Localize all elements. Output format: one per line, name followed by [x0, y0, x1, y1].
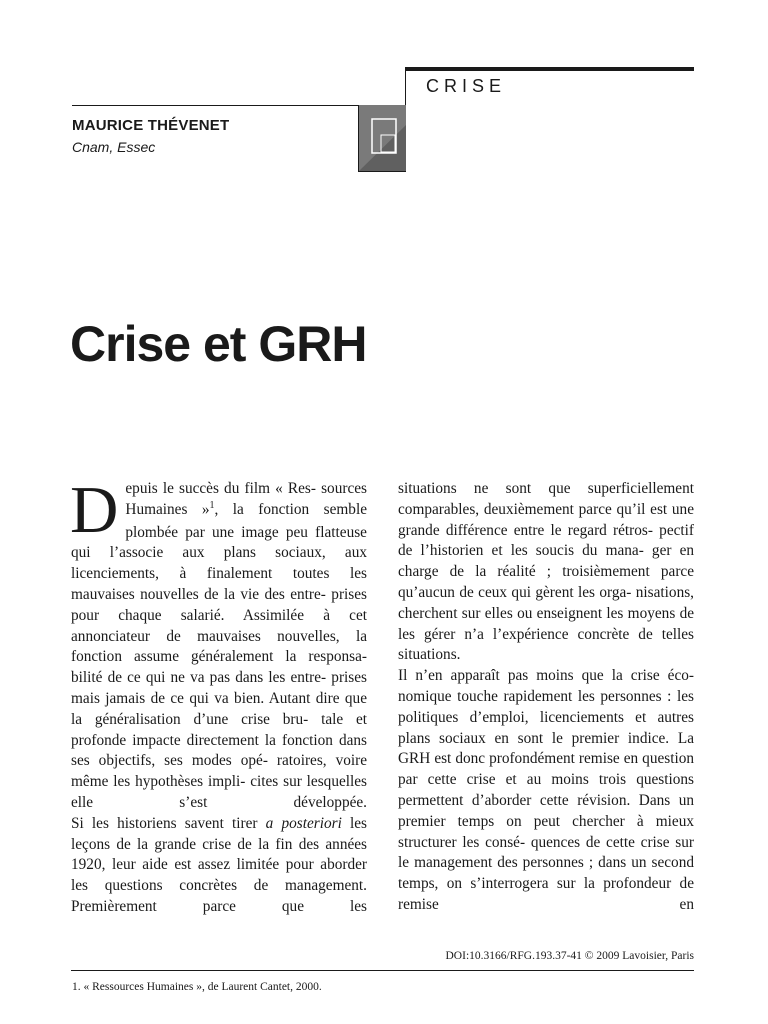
text-line: , la fonction [214, 500, 310, 518]
text-line: comparables, deuxièmement parce qu’il est [398, 500, 668, 518]
paragraph-historians [71, 814, 367, 918]
text-line: quences de cette crise sur le management [398, 833, 694, 872]
text-line: aux licenciements, à finalement toutes les [71, 544, 367, 583]
text-line: Il n’en apparaît pas moins que la crise éco- [398, 667, 694, 685]
square-corner-icon [358, 105, 406, 172]
drop-cap: D [70, 473, 119, 547]
text-line: pour aborder les questions concrètes de [71, 856, 367, 895]
text-line: cites sur lesquelles elle s’est développée. [71, 773, 367, 811]
text-line: situations ne sont que superficiellement [398, 480, 694, 497]
text-line: années 1920, leur aide est assez limitée [71, 835, 367, 874]
text-line: leçons de la grande crise de la fin des [71, 835, 320, 853]
author-affiliation: Cnam, Essec [72, 139, 156, 155]
text-line: prises mais jamais de ce qui va bien. Autant [71, 669, 367, 707]
footnote: 1. « Ressources Humaines », de Laurent Cantet, 2000. [72, 981, 322, 993]
text-line: tale et profonde impacte directement la [71, 710, 368, 749]
footnote-ref[interactable]: 1 [209, 499, 215, 511]
text-line: nomique touche rapidement les personnes : [398, 687, 672, 705]
doi-line: DOI:10.3166/RFG.193.37-41 © 2009 Lavoisier, Paris [445, 950, 694, 962]
paragraph-continuation [398, 479, 694, 666]
text-line: des personnes ; dans un second temps, on [398, 854, 695, 893]
text-line: annonciateur de mauvaises nouvelles, la [71, 627, 367, 645]
text-line: fonction assume généralement la responsa- [71, 648, 367, 666]
text-line: epuis le succès du film « Res- [125, 480, 316, 497]
vertical-rule [405, 67, 406, 105]
text-line: bilité de ce qui ne va pas dans les entre- [71, 669, 327, 687]
text-line: autres plans sociaux en sont le premier [398, 708, 694, 747]
text-line: indice. La GRH est donc profondément [398, 729, 694, 768]
text-line: mauvaises nouvelles de la vie des entre- [71, 585, 326, 603]
text-line: semble plombée par une image peu [125, 500, 367, 541]
text-line: pectif de l’historien et les soucis du mana- [398, 521, 694, 560]
text-line: management. Premièrement parce que les [71, 877, 367, 915]
text-line: flatteuse qui l’associe aux plans sociaux, [71, 523, 367, 562]
text-line: concrète de telles situations. [398, 625, 695, 664]
text-line: fonction dans ses objectifs, ses modes opé- [71, 731, 368, 770]
top-rule [405, 67, 694, 71]
right-column [398, 479, 694, 916]
text-line: dire que la généralisation d’une crise bru- [71, 689, 367, 728]
text-line: les moyens de les gérer n’a l’expérience [398, 604, 695, 643]
section-label: CRISE [426, 76, 507, 96]
footnote-rule [71, 970, 694, 971]
text-line: parce qu’aucun de ceux qui gèrent les orga- [398, 563, 694, 601]
text-line: prises pour chaque salarié. Assimilée à cet [71, 585, 367, 624]
emphasis-text: a posteriori [265, 814, 342, 832]
text-line: une grande différence entre le regard rétros- [398, 500, 694, 539]
text-line: peut chercher à mieux structurer les consé- [398, 812, 694, 851]
text-line: remise en question par cette crise et au [398, 750, 695, 789]
text-line: cette révision. Dans un premier temps on [398, 791, 695, 830]
text-line: moins trois questions permettent d’aborder [398, 771, 694, 809]
text-line: Si les historiens savent tirer [71, 814, 266, 832]
text-line: les [341, 814, 367, 832]
text-line: nisations, cherchent sur elles ou enseignent [398, 583, 694, 622]
article-title: Crise et GRH [70, 316, 367, 372]
author-name: MAURICE THÉVENET [72, 117, 230, 134]
text-line: s’interrogera sur la profondeur de remise en [398, 875, 694, 913]
left-column [70, 473, 368, 918]
text-line: ratoires, voire même les hypothèses impli- [71, 752, 368, 791]
paragraph-intro [70, 473, 368, 814]
text-line: ger en charge de la réalité ; troisièmement [398, 542, 695, 581]
text-line: sources Humaines » [125, 480, 367, 518]
author-rule [72, 105, 406, 106]
text-line: les politiques d’emploi, licenciements et [398, 687, 694, 726]
paragraph-gr-h [398, 666, 694, 916]
